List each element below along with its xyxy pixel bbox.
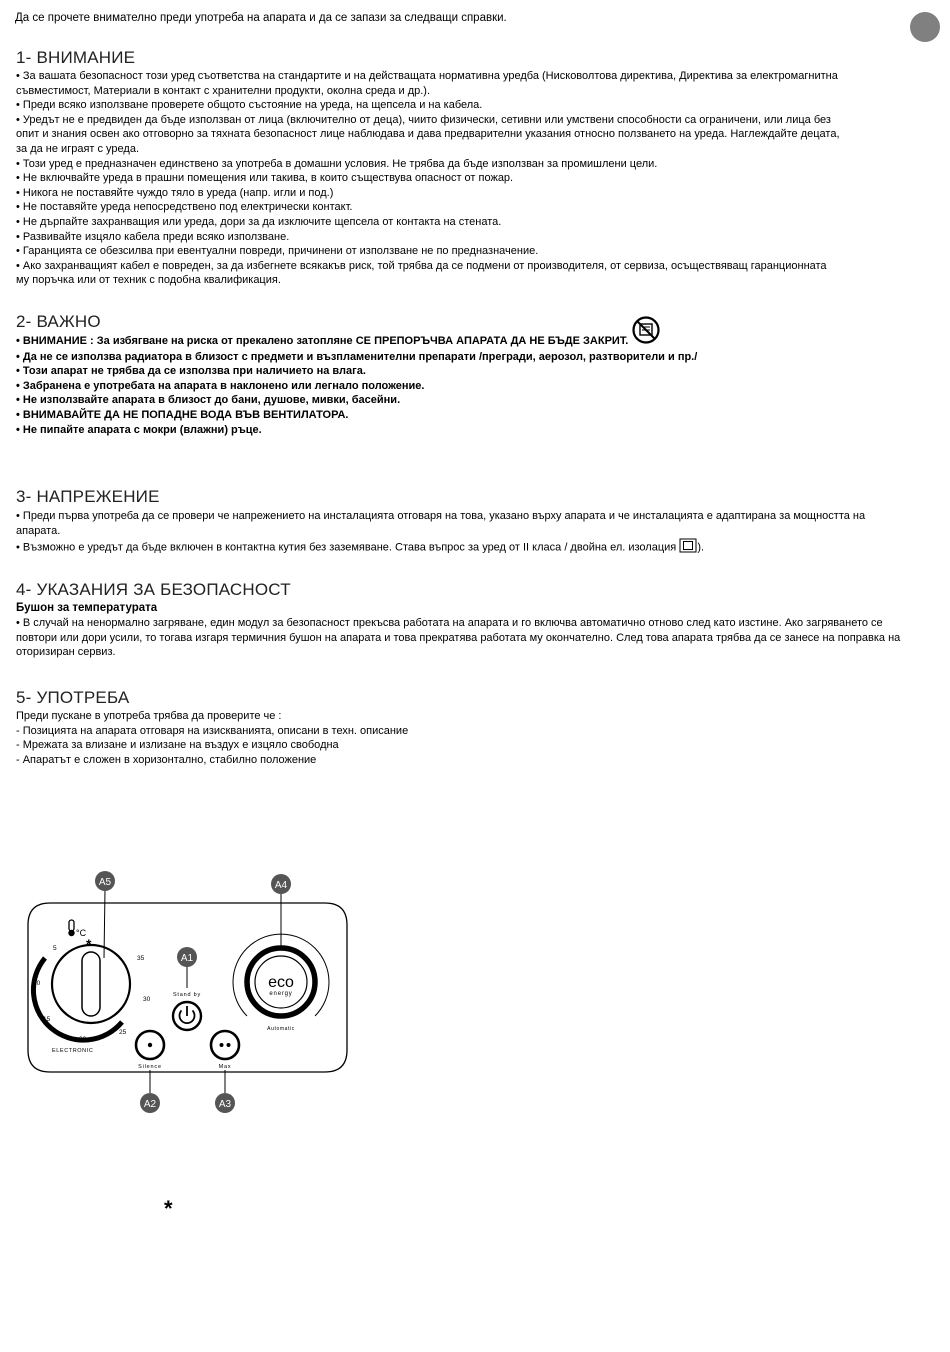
scale-tick: 5 xyxy=(53,945,57,952)
section-4-title: 4- УКАЗАНИЯ ЗА БЕЗОПАСНОСТ xyxy=(16,580,291,599)
section-5-line: Преди пускане в употреба трябва да проверите че : xyxy=(16,710,282,722)
section-2-line: • Не използвайте апарата в близост до бани, душове, мивки, басейни. xyxy=(16,394,401,407)
scale-tick: 25 xyxy=(119,1029,127,1036)
callout-a4-label: A4 xyxy=(274,880,288,891)
section-4-line: повтори или дори усили, то тогава изгаря термичния бушон на апарата и това прекратява работата му окончателно. След това апарата трябва да се занесе на поправка на xyxy=(16,631,901,644)
section-1-line: • Ако захранващият кабел е повреден, за да избегнете всякакъв риск, той трябва да се подмени от производителя, от сервиза, осъществяващ гаранционната xyxy=(16,259,827,272)
callout-a3-label: A3 xyxy=(218,1099,232,1110)
scale-tick: 20 xyxy=(79,1036,87,1043)
standby-label: Stand by xyxy=(172,992,202,998)
callout-a5-label: A5 xyxy=(98,877,112,888)
silence-button[interactable] xyxy=(136,1031,164,1059)
double-insulation-icon xyxy=(679,538,697,558)
section-2-line: • Не пипайте апарата с мокри (влажни) ръце. xyxy=(16,423,262,436)
silence-label: Silence xyxy=(138,1064,162,1070)
callout-a1-label: A1 xyxy=(180,953,194,964)
section-2-line-text: • ВНИМАНИЕ : За избягване на риска от прекалено затопляне СЕ ПРЕПОРЪЧВА АПАРАТА ДА НЕ БЪДЕ ЗАКРИТ. xyxy=(16,335,629,348)
eco-label: eco xyxy=(268,974,294,991)
section-1-line: • Не поставяйте уреда непосредствено под електрически контакт. xyxy=(16,201,353,214)
section-1-line: • Не дърпайте захранващия или уреда, дори за да изключите щепсела от контакта на стената. xyxy=(16,215,502,228)
no-cover-icon xyxy=(631,333,661,350)
callout-a1 xyxy=(177,947,197,967)
section-2-line xyxy=(16,333,936,350)
section-3-line-text: • Възможно е уредът да бъде включен в контактна кутия без заземяване. Става въпрос за уред от II класа / двойна ел. изолация xyxy=(16,541,677,554)
callout-a3 xyxy=(215,1093,235,1113)
section-2-line: • ВНИМАВАЙТЕ ДА НЕ ПОПАДНЕ ВОДА ВЪВ ВЕНТИЛАТОРА. xyxy=(16,408,349,421)
section-5-line: - Мрежата за влизане и излизане на въздух е изцяло свободна xyxy=(16,739,339,752)
section-1-title: 1- ВНИМАНИЕ xyxy=(16,48,136,67)
section-4-subtitle: Бушон за температурата xyxy=(16,602,158,614)
section-5-body xyxy=(16,709,936,767)
section-1-line: опит и знания освен ако отговорно за тяхната безопасност лице наблюдава и дава предварителни указания относно ползването на уреда. Наглеждайте децата, xyxy=(16,128,840,141)
max-label: Max xyxy=(218,1064,232,1070)
max-button[interactable] xyxy=(211,1031,239,1059)
section-2-line: • Този апарат не трябва да се използва при наличието на влага. xyxy=(16,365,366,378)
callout-a2-label: A2 xyxy=(143,1099,157,1110)
section-3-line: апарата. xyxy=(16,524,61,537)
scale-tick: 15 xyxy=(43,1016,51,1023)
energy-label: energy xyxy=(269,991,293,997)
section-2-body xyxy=(16,333,936,437)
section-2-title: 2- ВАЖНО xyxy=(16,312,101,331)
section-1-line: съвместимост, Материали в контакт с хранителни продукти, околна среда и др.). xyxy=(16,84,431,97)
single-dot-icon xyxy=(148,1043,152,1047)
temperature-dial[interactable] xyxy=(52,945,130,1023)
scale-tick: 30 xyxy=(143,996,151,1003)
section-5-title: 5- УПОТРЕБА xyxy=(16,688,130,707)
frost-symbol: * xyxy=(86,936,92,952)
automatic-label: Automatic xyxy=(267,1026,295,1032)
section-3-line: • Преди първа употреба да се провери че напрежението на инсталацията отговаря на това, указано върху апарата и че инсталацията е адаптирана за мощността на xyxy=(16,510,866,522)
section-3-line xyxy=(16,538,936,558)
section-1-line: • Никога не поставяйте чуждо тяло в уреда (напр. игли и под.) xyxy=(16,186,334,199)
section-3-body xyxy=(16,509,936,558)
section-2-line: • Забранена е употребата на апарата в наклонено или легнало положение. xyxy=(16,379,425,392)
section-4-line: • В случай на ненормално загряване, един модул за безопасност прекъсва работата на апарата и го включва автоматично отново след като изстине. Ако загряването се xyxy=(16,617,883,629)
section-1-line: • Не включвайте уреда в прашни помещения или такива, в които съществува опасност от пожар. xyxy=(16,172,514,185)
callout-a2 xyxy=(140,1093,160,1113)
section-2-line: • Да не се използва радиатора в близост с предмети и възпламенителни препарати /прегради, аерозол, разтворители и пр./ xyxy=(16,350,698,363)
section-1-line: му поръчка или от техник с подобна квалификация. xyxy=(16,274,281,287)
section-1-line: • Този уред е предназначен единствено за употреба в домашни условия. Не трябва да бъде използван за промишлени цели. xyxy=(16,157,658,170)
section-1-line: • Гаранцията се обезсилва при евентуални повреди, причинени от използване не по предназначение. xyxy=(16,245,539,258)
intro-text: Да се прочете внимателно преди употреба на апарата и да се запази за следващи справки. xyxy=(15,12,507,24)
page-badge-dot xyxy=(910,12,940,42)
section-1-line: • За вашата безопасност този уред съответства на стандартите и на действащата нормативна уредба (Нисковолтова директива, Директива за електромагнитна xyxy=(16,70,838,82)
temp-unit-label: °C xyxy=(76,928,87,938)
section-1-body xyxy=(16,69,936,288)
section-4-line: оторизиран сервиз. xyxy=(16,646,116,659)
scale-tick: 35 xyxy=(137,955,145,962)
control-panel-diagram xyxy=(0,860,380,1125)
section-1-line: • Преди всяко използване проверете общото състояние на уреда, на щепсела и на кабела. xyxy=(16,99,483,112)
eco-energy-button[interactable] xyxy=(247,948,315,1016)
section-1-line: • Развивайте изцяло кабела преди всяко използване. xyxy=(16,230,290,243)
thermometer-icon xyxy=(68,920,74,936)
section-4-body xyxy=(16,616,936,660)
electronic-label: ELECTRONIC xyxy=(52,1048,94,1054)
footnote-star-symbol: * xyxy=(164,1196,173,1221)
callout-a4 xyxy=(271,874,291,894)
section-3-title: 3- НАПРЕЖЕНИЕ xyxy=(16,487,160,506)
section-1-line: • Уредът не е предвиден да бъде използван от лица (включително от деца), чиито физически, сетивни или умствени способности са ограничени, или лица без xyxy=(16,113,831,126)
section-1-line: за да не играят с уреда. xyxy=(16,142,140,155)
section-3-line-end: ). xyxy=(697,541,705,554)
callout-a5 xyxy=(95,871,115,891)
section-5-line: - Апаратът е сложен в хоризонтално, стабилно положение xyxy=(16,753,317,766)
scale-tick: 10 xyxy=(33,980,41,987)
section-5-line: - Позицията на апарата отговаря на изискванията, описани в техн. описание xyxy=(16,724,409,737)
standby-power-button[interactable] xyxy=(173,1002,201,1030)
